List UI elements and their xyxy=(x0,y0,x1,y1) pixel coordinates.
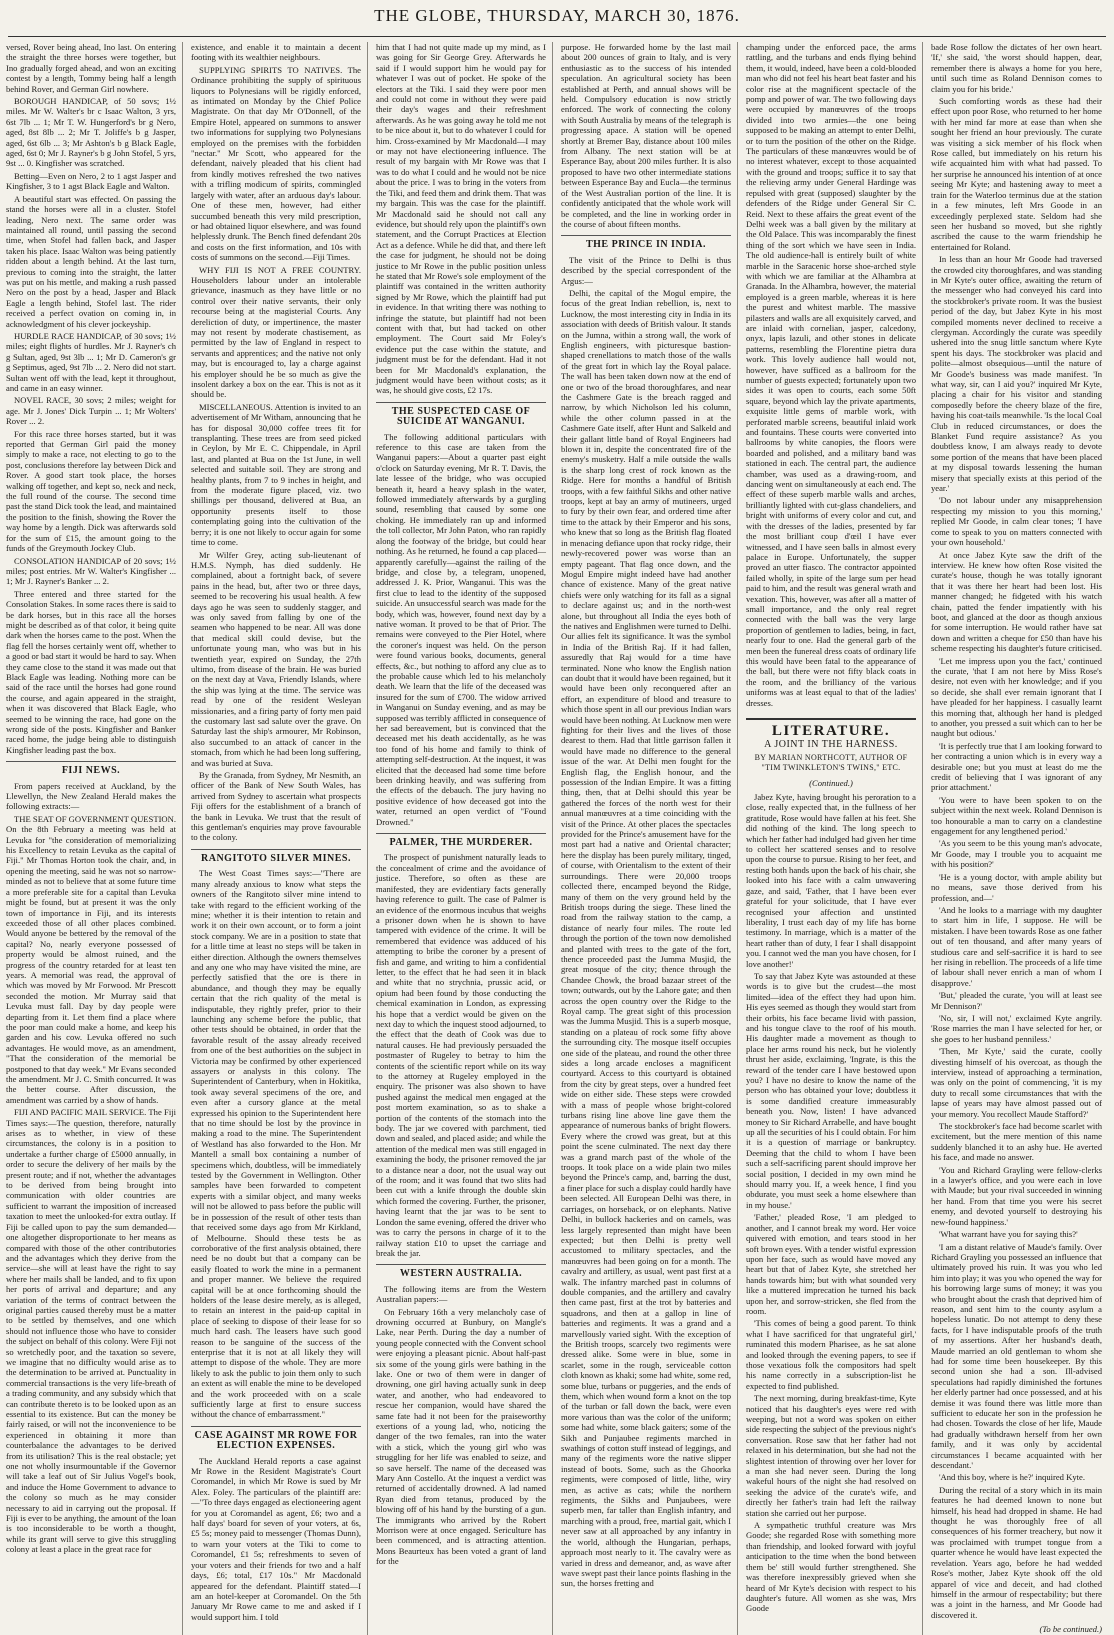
section-heading: CASE AGAINST MR ROWE FOR ELECTION EXPENSES. xyxy=(191,1426,361,1452)
column-1 xyxy=(6,42,183,1635)
column-5 xyxy=(746,42,923,1635)
paragraph: Delhi, the capital of the Mogul empire, the focus of the great Indian rebellion, is, next to Lucknow, the most interesting city in India in its association with deeds of British valour. It stands on the Jumna, within a strong wall, the work of English engineers, with picturesque bastion-shaped crenellations to match those of the walls of the great fort in which lay the Royal palace. The wall has been taken down now at the end of one or two of the broad thoroughfares, and near the Cashmere Gate is the breach ragged and narrow, by which Nicholson led his column, while the other column passed in at the Cashmere Gate itself, after Hunt and Salkeld and their gallant little band of Royal Engineers had blown it in, despite the concentrated fire of the enemy's musketry. Half a mile outside the walls is the sharp long crest of rock known as the Ridge. Here for months a handful of British troops, with a few faithful Sikhs and other native troops, kept at bay an army of mutineers, urged to fury by their own fear, and ordered time after time to the attack by their Emperor and his sons, who knew that so long as the British flag floated in menacing defiance upon that rocky ridge, their newly-recovered power was worse than an empty pageant. That flag once down, and the Mogul Empire might indeed have had another chance of existence. Many of the great native chiefs were only watching for its fall as a signal to declare against us; and in the north-west alone, but throughout all India the eyes both of the natives and Englishmen were turned to Delhi. Our allies felt its significance. It was the symbol in India of the British Raj. If it had fallen, assuredly that Raj would for a time have terminated. None who know the English nation can doubt that it would have been regained, but it would have been only reconquered after an effort, an expenditure of blood and treasure to which those spent in all our previous Indian wars would have been nothing. At Lucknow men were fighting for their lives and the lives of those dearest to them. Had that little garrison fallen it would have made no difference to the general issue of the war. At Delhi men fought for the English flag, the English honour, and the possession of the Indian Empire. It was a fitting thing, then, that at Delhi should this year be gathered the forces of the north west for their annual manœuvres at a time coinciding with the visit of the Prince. At other places the spectacles provided for the Prince's amusement have for the most part had a native and Oriental character; here the display has been purely military, tinged, of course, with Orientalism to the extent of their surroundings. There were 20,000 troops collected there, encamped beyond the Ridge, many of them on the very ground held by the British troops during the siege. These lined the road from the railway station to the camp, a distance of nearly four miles. The route led through the portion of the town now demolished and planted with trees to the gate of the fort, thence proceeded past the Jumma Musjid, the great mosque of the city; thence through the Chandee Chowk, the broad bazaar street of the town; outwards, out by the Lahore gate; and then across the open country over the Ridge to the Royal camp. The great sight of this procession was the Jumma Musjid. This is a superb mosque, standing on a plateau of rock some fifty above the surrounding city. The mosque itself occupies one side of the plateau, and round the other three sides a long arcade encloses a magnificent courtyard. Access to this courtyard is obtained from the city by great steps, over a hundred feet wide on either side. These steps were crowded with a mass of people whose bright-colored turbans rising line above line gave them the appearance of numerous banks of bright flowers. Every where the crowd was great, but at this point the scene culminated. The next day there was a grand march past of the whole of the troops. It took place on a wide plain two miles beyond the Prince's camp, and, barring the dust, a finer place for such a display could hardly have been selected. All European Delhi was there, in carriages, on horseback, or on elephants. Native Delhi, in bullock hackeries and on camels, was less largely represented than might have been expected; but then Delhi is pretty well accustomed to military spectacles, and the manœuvres had been going on for a month. The cavalry and artillery, as usual, went past first at a walk. The infantry marched past in columns of double companies, and the artillery and cavalry then came past, first at the trot by batteries and squadrons, and then at a gallop in line of batteries and regiments. It was a grand and a marvellously varied sight. With the exception of the British troops, scarcely two regiments were dressed alike. Some were in blue, some in scarlet, some in the rough, serviceable cotton cloth known as khaki; some had white, some red, some blue, turbans or puggeries, and the ends of them, which when wound form a knot on the top of the turban or fall down the back, were even more various than was the color of the uniform; some had white, some black gaiters; some of the Sikh and Punjaubee regiments marched in swathings of cotton stuff instead of leggings, and many of the regiments wore the native slipper instead of boots. Some, such as the Ghoorka regiments, were composed of little, lithe, wiry men, as active as cats; while the northern regiments, the Sikhs and Punjaubees, were superb men, far taller than English infantry, and marching with a proud, free, martial gait, which I never saw at all approached by any infantry in the world, although the Hungarian, perhaps, approach most nearly to it. The cavalry were as varied in dress and demeanor, and, as wave after wave swept past their lance points flashing in the sun, the horses fretting and xyxy=(561,287,731,1589)
paragraph: During the recital of a story which in its main features he had deemed known to none but himself, his head had dropped in shame. He had thought he was thoroughly free of all consequences of his former treachery, but now it was proclaimed with trumpet tongue from a quarter whence he would have least expected the revelation. Years ago, before he had wedded Rose's mother, Jabez Kyte shook off the old apparel of vice and deceit, and had clothed himself in the armour of respectability; but there was a joint in the harness, and Mr Goode had discovered it. xyxy=(931,1484,1102,1620)
paragraph: 'And he looks to a marriage with my daughter to start him in life, I suppose. He will be mistaken. I have been towards Rose as one father out of ten thousand, and after many years of studious care and self-sacrifice it is hard to see her rising in rebellion. The proceeds of a life time of labour shall never enrich a man of whom I disapprove.' xyxy=(931,904,1102,988)
paragraph: From papers received at Auckland, by the Llewellyn, the New Zealand Herald makes the following extracts:— xyxy=(6,780,176,812)
paragraph: Jabez Kyte, having brought his peroration to a close, really expected that, in the fullness of her gratitude, Rose would have fallen at his feet. She did nothing of the kind. The long speech to which her father had indulged had given her time to collect her scattered senses and to resolve upon the course to pursue. Rising to her feet, and resting both hands upon the back of his chair, she looked into his face with a calm unwavering gaze, and said, 'Father, that I have been ever grateful for your solicitude, that I have ever recognised your affection and unstinted liberality, I trust each day of my life has borne testimony. In marriage, which is a matter of the heart rather than of duty, I fear I shall disappoint you. I cannot wed the man you have chosen, for I love another!' xyxy=(746,792,916,969)
paragraph: CONSOLATION HANDICAP of 20 sovs; 1½ miles; post entries. Mr W. Walter's Kingfisher ... 1; Mr J. Rayner's Banker ... 2. xyxy=(6,555,176,587)
paragraph: A sympathetic truthful creature was Mrs Goode; she regarded Rose with something more than friendship, and looked forward with joyful anticipation to the time when the bond between them be' still would further strengthened. She was therefore inexpressibly grieved when she heard of Mr Kyte's decision with respect to his daughter's future. All women as she was, Mrs Goode xyxy=(746,1520,916,1614)
paragraph: FIJI AND PACIFIC MAIL SERVICE. The Fiji Times says:—The question, therefore, naturally arises as to whether, in view of these circumstances, the colony is in a position to undertake a further charge of £5000 annually, in order to secure the delivery of her mails by the present route; and if not, whether the advantages to be derived from being brought into communication with older countries are sufficient to warrant the imposition of increased taxation to meet the unlooked-for extra outlay. If Fiji be called upon to pay the sum demanded—one altogether disproportionate to her means as compared with those of the other contributories and the advantages which they derive from the service—she will at least have the right to say where her mails shall be landed, and to fix upon her ports of arrival and departure; and any variation of the terms of contract between the original parties caused thereby must be a matter to be settled by themselves, and one which should not influence those who have to consider the subject on behalf of this colony. Were Fiji not so wretchedly poor, and the taxation so severe, we imagine that no difficulty would arise as to the determination to be arrived at. Punctuality in commercial transactions is the very life-breath of a trading community, and any subsidy which that can contribute thereto is to be looked upon as an essential to its existence. But can the money be fairly raised, or will not the inconvenience to be experienced in obtaining it more than counterbalance the advantages to be derived from its utilisation? This is the real obstacle; yet one not wholly insurmountable if the Governor will take a leaf out of Sir Julius Vogel's book, and induce the Home Government to advance to the colony so much as he may consider necessary to aid in carrying out the proposal. If Fiji is ever to be anything, the amount of the loan is too inconsiderable to be worth a thought, while its grant will serve to give this struggling colony at least a place in the great race for xyxy=(6,1107,176,1555)
masthead: THE GLOBE, THURSDAY, MARCH 30, 1876. xyxy=(374,6,740,25)
column-3 xyxy=(376,42,553,1635)
paragraph: 'What warrant have you for saying this?' xyxy=(939,1229,1078,1240)
paragraph: existence, and enable it to maintain a decent footing with its wealthier neighbours. xyxy=(191,42,361,63)
paragraph: THE SEAT OF GOVERNMENT QUESTION. On the 8th February a meeting was held at Levuka for "the consideration of memorializing his Excellency to retain Levuka as the capital of Fiji." Mr Thomas Horton took the chair, and, in opening the meeting, said he was not so narrow-minded as not to believe that at some future time a more preferable site for a capital than Levuka might be found, but at present it was the only town of importance in Fiji, and its interests exceeded those of all other places combined. Would anyone be bettered by the removal of the capital? No, nearly everyone possessed of property would be almost ruined, and the progress of the country retarded for at least ten years. A memorial was read, the approval of which was moved by Mr Forwood. Mr Prescott seconded the motion. Mr Murray said that Levuka must fall. Day by day people were departing from it. Let them find a place where the poor man could make a home, and keep his garden and his cow. Levuka offered no such advantages. He would move, as an amendment, "That the consideration of the memorial be postponed to that day week." Mr Evans seconded the amendment. Mr J. C. Smith concurred. It was the better course. After discussion, the amendment was carried by a show of hands. xyxy=(6,813,176,1105)
paragraph: MISCELLANEOUS. Attention is invited to an advertisement of Mr Witham, announcing that he has for disposal 30,000 coffee trees fit for transplanting. These trees are from seed picked in Ceylon, by Mr E. C. Chippendale, in April last, and planted at Bua on the 1st June, in well selected and suitable soil. They are strong and healthy plants, from 7 to 9 inches in height, and from the moderate figure placed, viz. two shillings per thousand, delivered at Bua, an opportunity presents itself to those contemplating going into the cultivation of the berry; it is one not likely to occur again for some time to come. xyxy=(191,401,361,548)
paragraph: Three entered and three started for the Consolation Stakes. In some races there is said to be dark horses, but in this race all the horses might be described as of that color, it being quite dark when the horses came to the post. When the flag fell the horses certainly went off, whether to a good or bad start it would be hard to say. When they came close to the stand it was made out that Black Eagle was leading. Nothing more can be said of the race until the horses had gone round the course, and again appeared in the straight, when it was discovered that Black Eagle, who seemed to be winning the race, had gone on the wrong side of the posts. Kingfisher and Banker raced home, the judge being able to distinguish Kingfisher leading past the box. xyxy=(6,588,176,755)
paragraph: 'Then, Mr Kyte,' said the curate, coolly divesting himself of his overcoat, as though the interview, instead of approaching a termination, was only on the point of commencing, 'it is my duty to recall some circumstances that with the lapse of years may have almost passed out of your memory. You recollect Maude Stafford?' xyxy=(931,1046,1102,1119)
section-heading: PALMER, THE MURDERER. xyxy=(376,833,546,848)
section-heading: WESTERN AUSTRALIA. xyxy=(376,1264,546,1279)
paragraph: A beautiful start was effected. On passing the stand the horses were all in a cluster. Stofel leading, Nero next. The same order was maintained all round, until passing the second time, when Stofel had fallen back, and Jasper taken his place. Isaac Walton was being patiently ridden about a length behind. At the last turn, previous to coming into the straight, the latter was put on his mettle, and making a rush passed Nero on the post by a head, Jasper and Black Eagle a length behind, Stofel last. The rider received a perfect ovation on coming in, in acknowledgment of his clever jockeyship. xyxy=(6,193,176,329)
section-heading-literature: LITERATURE. xyxy=(746,718,916,736)
paragraph: The prospect of punishment naturally leads to the concealment of crime and the avoidance of justice. Therefore, so often as these are manifested, they are evidentiary facts generally having reference to guilt. The case of Palmer is an evidence of the enormous incubus that weighs a prisoner down when he is shown to have tampered with evidence of the crime. It will be remembered that evidence was adduced of his attempting to bribe the coroner by a present of fish and game, and writing to him a confidential letter, to the effect that he had seen it in black and white that no strychnia, prussic acid, or opium had been found by those conducting the chemical examination in London, as expressing his hope that a verdict would be given on the next day to which the inquest stood adjourned, to the effect that the death of Cook was due to natural causes. He had previously persuaded the postmaster of Rugeley to betray to him the contents of the scientific report while on its way to the attorney at Rugeley employed in the enquiry. The prisoner was also shown to have pushed against the medical men engaged at the post mortem examination, so as to shake a portion of the contents of the stomach into the body. The jar we covered with parchment, tied down and sealed, and placed aside; and while the attention of the medical men was still engaged in examining the body, the prisoner removed the jar to a distance near a door, not the usual way out of the room; and it was found that two slits had been cut with a knife through the double skin which formed the covering. Further, the prisoner, having learnt that the jar was to be sent to London the same evening, offered the driver who was to carry the persons in charge of it to the railway station £10 to upset the carriage and break the jar. xyxy=(376,852,546,1258)
paragraph: Betting—Even on Nero, 2 to 1 agst Jasper and Kingfisher, 3 to 1 agst Black Eagle and Walton. xyxy=(6,170,176,192)
paragraph: champing under the enforced pace, the arms rattling, and the turbans and ends flying behind them, it would, indeed, have been a cold-blooded man who did not feel his heart beat faster and his color rise at the magnificent spectacle of the pomp and power of war. The two following days were occupied by manœuvres of the troops divided into two armies—the one being supposed to be making an attempt to enter Delhi, or to turn the position of the other on the Ridge. The particulars of these manœuvres would be of no interest whatever, except to those acquainted with the ground and troops; suffice it to say that the relieving army under General Hardinge was repulsed with great (supposed) slaughter by the defenders of the Ridge under General Sir C. Reid. Next to these affairs the great event of the Delhi week was a ball given by the military at the Old Palace. This was incomparably the finest thing of the sort which we have seen in India. The old audience-hall is entirely built of white marble in the Saracenic horse shoe-arched style with which we are familiar at the Alhambra at Granada. In the Alhambra, however, the material employed is a green marble, whereas it is here the purest and whitest marble. The massive pilasters and walls are all exquisitely carved, and are inlaid with cornelian, jasper, calcedony, onyx, lapis lazuli, and other stones in delicate patterns, resembling the Florentine pietra dura work. This lovely audience hall would not, however, have sufficed as a ballroom for the number of guests expected; fortunately upon two sides it was open to courts, each some 50ft square, beyond which lay the private apartments, exquisite little gems of marble work, with perforated marble screens, beautiful inlaid work and fountains. These courts were converted into ballrooms by white canopies, the floors were boarded and polished, and a military band was stationed in each. The central part, the audience chamber, was used as a drawing-room, and dancing went on simultaneously at each end. The effect of these superb marble walls and arches, brilliantly lighted with cut-glass chandeliers, and bright with uniforms of every color and cut, and with the dresses of the ladies, presented by far the most brilliant coup d'œil I have ever witnessed, and I have seen balls in almost every palace in Europe. Unfortunately, the supper proved an utter fiasco. The contractor appointed failed wholly, in spite of the large sum per head paid to him, and the result was general wrath and vexation. This, however, was after all a matter of small importance, and the only real regret connected with the ball was the very large proportion of gentlemen to ladies, being, in fact, nearly four to one. Had the general garb of the men been the funereal dress coats of ordinary life this would have been fatal to the appearance of the ball, but there were not fifty black coats in the room, and the brilliancy of the various uniforms was at least equal to that of the ladies' dresses. xyxy=(746,42,916,708)
paragraph: Mr Wilfer Grey, acting sub-lieutenant of H.M.S. Nymph, has died suddenly. He complained, about a fortnight back, of severe pains in the head, but, after two or three days, seemed to be recovering his usual health. A few days ago he was seen to suddenly stagger, and was only saved from falling by one of the seamen who happened to be near. All was done that medical skill could devise, but the unfortunate young man, who was but in his twentieth year, expired on Sunday, the 27th ultimo, from disease of the brain. He was buried on the next day at Vava, Friendly Islands, where the ship was lying at the time. The service was read by one of the resident Wesleyan missionaries, and a firing party of forty men paid the customary last sad salute over the grave. On Saturday last the ship's armourer, Mr Robinson, also succumbed to an attack of cancer in the stomach, from which he had been long suffering, and was buried at Suva. xyxy=(191,549,361,768)
paragraph: The following additional particulars with reference to this case are taken from the Wanganui papers:—About a quarter past eight o'clock on Saturday evening, Mr R. T. Davis, the late lessee of the bridge, who was occupied beneath it, heard a heavy splash in the water, followed immediately afterwards by a gurgling sound, resembling that caused by some one choking. He immediately ran up and informed the toll collector, Mr John Paton, who ran rapidly along the footway of the bridge, but could hear nothing. As he returned, he found a cap placed—apparently carefully—against the railing of the bridge, and close by, a telegram, unopened, addressed J. K. Prior, Wanganui. This was the first clue to lead to the identity of the supposed suicide. An unsuccessful search was made for the body, which was, however, found next day by a native woman. It proved to be that of Prior. The remains were conveyed to the Pier Hotel, where the coroner's inquest was held. On the person were found various books, documents, general effects, &c., but nothing to afford any clue as to the probable cause which led to his melancholy death. We learn that the life of the deceased was insured for the sum of £700. The widow arrived in Wanganui on Sunday evening, and as may be supposed was terribly afflicted in consequence of her sad bereavement, but is convinced that the deceased met his death accidentally, as he was too fond of his home and family to think of attempting self-destruction. At the inquest, it was elicited that the deceased had some time before been drinking heavily, and was suffering from the effects of the debauch. The jury having no positive evidence of how deceased got into the water, returned an open verdict of "Found Drowned." xyxy=(376,431,546,827)
paragraph: At once Jabez Kyte saw the drift of the interview. He knew how often Rose visited the curate's house, though he was totally ignorant that it was there her heart had been lost. His manner changed; he fidgeted with his watch chain, patted the fender impatiently with his boot, and glanced at the door as though anxious for some interruption. He would rather have sat down and written a cheque for £50 than have his scheme respecting his daughter's future criticised. xyxy=(931,549,1102,654)
to-be-continued: (To be continued.) xyxy=(1039,1624,1102,1635)
paragraph: For this race three horses started, but it was reported that German Girl paid the money simply to make a race, not electing to go to the post, conclusions therefore lay between Dick and Rover. A good start took place, the horses walking off together, and kept so, neck and neck, the full round of the course. The second time past the stand Dick took the lead, and maintained the position to the finish, showing the Rover the way home by a length. Dick was afterwards sold for the sum of £15, the amount going to the funds of the Greymouth Jockey Club. xyxy=(6,428,176,554)
paragraph: The stockbroker's face had become scarlet with excitement, but the mere mention of this name suddenly blanched it to an ashy hue. He averted his face, and made no answer. xyxy=(931,1121,1102,1163)
section-heading: THE PRINCE IN INDIA. xyxy=(561,235,731,250)
column-4 xyxy=(561,42,738,1635)
paragraph: The West Coast Times says:—"There are many already anxious to know what steps the owners of the Rangitoto silver mine intend to take with regard to the efficient working of the mine; whether it is their intention to retain and work it on their own account, or to form a joint stock company. We are in a position to state that for a little time at least no steps will be taken in either direction. Although the owners themselves and any one who may have visited the mine, are perfectly satisfied that the ore is there in abundance, and though they may be equally certain that the rich quality of the metal is indisputable, they rightly prefer, prior to their launching any scheme before the public, that other tests should be obtained, in order that the favorable result of the assay already received from one of the best authorities on the subject in Victoria may be confirmed by other experienced assayers or analysts in this colony. The Superintendent of Canterbury, when in Hokitika, took away several specimens of the ore, and even after a cursory glance at the metal expressed his opinion to the Superintendent here that no time should be lost by the province in making a road to the mine. The Superintendent of Westland has also forwarded to the Hon. Mr Mantell a small box containing a number of specimens which, doubtless, will be immediately tested by the Government in Wellington. Other samples have been forwarded to competent experts with a similar object, and many weeks will not be allowed to pass before the public will be in possession of the result of other tests than that received some days ago from Mr Kirkland, of Melbourne. Should these tests be as corroborative of the first analysis obtained, there need be no doubt but that a company can be easily floated to work the mine in a permanent and proper manner. We believe the required capital will be at once forthcoming should the holders of the lease desire merely, as is alleged, to retain an interest in the paid-up capital in place of seeking to dispose of their lease for so much hard cash. The leasers have such good reason to be sanguine of the success of the enterprise that it is not at all likely they will attempt to dispose of the whole. They are more likely to ask the public to join them only to such an extent as will enable the mine to be developed and the work proceeded with on a scale sufficiently large at first to ensure success without the chance of embarrassment." xyxy=(191,868,361,1420)
paragraph: The following items are from the Western Australian papers:— xyxy=(376,1283,546,1305)
paragraph: versed, Rover being ahead, Ino last. On entering the straight the three horses were together, but Ino gradually forged ahead, and won an exciting contest by a length, Tommy being half a length behind Rover, and German Girl nowhere. xyxy=(6,42,176,94)
story-title: A JOINT IN THE HARNESS. xyxy=(764,739,898,751)
paragraph: BOROUGH HANDICAP, of 50 sovs; 1½ miles. Mr W. Walter's br c Isaac Walton, 3 yrs, 6st 7lb ... 1; Mr T. W. Hungerford's br g Nero, aged, 8st 8lb ... 2; Mr T. Joliffe's b g Jasper, aged, 6st 6lb ... 3; Mr Ashton's b g Black Eagle, aged, 6st 0; Mr J. Rayner's b g John Stofel, 5 yrs, 9st ... 0. Kingfisher was scratched. xyxy=(6,96,176,169)
paragraph: 'It is perfectly true that I am looking forward to her contracting a union which is in every way a desirable one; but you must at least do me the credit of believing that I was ignorant of any prior attachment.' xyxy=(931,740,1102,793)
paragraph: 'I am a distant relative of Maude's family. Over Richard Grayling you possessed an influence that ultimately proved his ruin. It was you who led him into play; it was you who opened the way for his borrowing large sums of money; it was you who brought about the crash that deprived him of reason, and sent him to the county asylum a hopeless lunatic. Do not attempt to deny these facts, for I have indisputable proofs of the truth of my assertions. After her husband's death, Maude married an old gentleman to whom she had for some time been housekeeper. By this second union she had a son. Ill-advised speculations had rapidly diminished the fortunes her elderly partner had once possessed, and at his demise it was found there was little more than sufficient to educate her son in the profession he had chosen. Towards the close of her life, Maude had gradually withdrawn herself from her own family, and it was only by accidental circumstances I became acquainted with her descendant.' xyxy=(931,1241,1102,1471)
paragraph: The Auckland Herald reports a case against Mr Rowe in the Resident Magistrate's Court Coromandel, in which Mr Rowe is sued by Mr Alex. Foley. The particulars of the plaintiff are:—"To three days engaged as electioneering agent for you at Coromandel as agent, £6; two and a half days' board for seven of your voters, at 6s, £5 5s; money paid to messenger (Thomas Dunn), to warn your voters at the Tiki to come to Coromandel, £1 5s; refreshments to seven of your voters and their friends for two and a half days, £6; total, £17 10s." Mr Macdonald appeared for the defendant. Plaintiff stated—I am an hotel-keeper at Coromandel. On the 5th January Mr Rowe came to me and asked if I would support him. I told xyxy=(191,1455,361,1622)
story-byline: BY MARIAN NORTHCOTT, AUTHOR OF "TIM TWINKLETON'S TWINS," ETC. xyxy=(754,752,908,773)
paragraph: 'Father,' pleaded Rose, 'I am pledged to another, and I cannot break my word. Her voice quivered with emotion, and tears stood in her soft brown eyes. With a tender wistful expression upon her face, such as would have moved any heart but that of Jabez Kyte, she stretched her hands towards him; but with what sounded very like a muttered imprecation he turned his back upon her, and sorrow-stricken, she fled from the room. xyxy=(746,1212,916,1316)
paragraph: 'You and Richard Grayling were fellow-clerks in a lawyer's office, and you were each in love with Maude; but your rival succeeded in winning her hand. From that time you were his secret enemy, and devoted yourself to destroying his new-found happiness.' xyxy=(931,1164,1102,1227)
section-heading: FIJI NEWS. xyxy=(6,761,176,776)
paragraph: By the Granada, from Sydney, Mr Nesmith, an officer of the Bank of New South Wales, has arrived from Sydney to ascertain what prospects Fiji offers for the establishment of a branch of the bank in Levuka. We trust that the result of this gentleman's enquiries may prove favourable to the colony. xyxy=(191,770,361,843)
paragraph: WHY FIJI IS NOT A FREE COUNTRY. Householders labour under an intolerable grievance, inasmuch as they have little or no control over their native servants, their only recourse being at the magisterial Courts. Any dereliction of duty, or impertinence, the master may not resent by moderate chastisement, as permitted by the law of England in respect to servants and apprentices; and the native not only may, but is encouraged to, lay a charge against his employer should he be so much as give the insolent darkey a box on the ear. This is not as it should be. xyxy=(191,264,361,400)
paragraph: 'This comes of being a good parent. To think what I have sacrificed for that ungrateful girl,' ruminated this modern Pharisee, as he sat alone and looked through the evening papers, to see if those vexatious folk the compositors had spelt his name correctly in a subscription-list he expected to find published. xyxy=(746,1318,916,1391)
paragraph: 'As you seem to be this young man's advocate, Mr Goode, may I trouble you to acquaint me with his position?' xyxy=(931,838,1102,870)
page-columns xyxy=(6,42,1108,1635)
continued-label: (Continued.) xyxy=(809,777,853,788)
paragraph: The visit of the Prince to Delhi is thus described by the special correspondent of the Argus:— xyxy=(561,254,731,286)
paragraph: him that I had not quite made up my mind, as I was going for Sir George Grey. Afterwards he said if I would support him he would pay for whatever I was out of pocket. He spoke of the electors at the Tiki. I said they were poor men and could not come in without they were paid their day's wages and their refreshment afterwards. As he was going away he told me not to be nice about it, but to do whatever I could for him. Cross-examined by Mr Macdonald—I may or may not have electioneering influence. The result of my bargain with Mr Rowe was that I was to do what I could and he would not be nice about the price. I was to bring in the voters from the Tiki, and feed them and drink them. That was my bargain. This was the case for the plaintiff. Mr Macdonald said he should not call any evidence, but should rely upon the plaintiff's own statement, and the Corrupt Practices at Election Act as a defence. While he did that, and there left the case for judgment, he should not be doing justice to Mr Rowe in the public position unless he stated that Mr Rowe's sole employment of the plaintiff was contained in the written authority signed by Mr Rowe, which the plaintiff had put in evidence. In that writing there was nothing to infringe the statute, but plaintiff had not been content with that, but had tacked on other employment. The Court said Mr Foley's evidence put the case within the statute, and judgment must be for the defendant. Had it not been for Mr Macdonald's explanation, the judgment would have been without costs; as it was, he should give costs, £2 17s. xyxy=(376,42,546,396)
paragraph: HURDLE RACE HANDICAP, of 30 sovs; 1½ miles; eight flights of hurdles. Mr J. Rayner's ch g Sultan, aged, 9st 3lb ... 1; Mr D. Cameron's gr g Septimus, aged, 9st 7lb ... 2. Nero did not start. Sultan went off with the lead, kept it throughout, and came in an easy winner. xyxy=(6,330,176,393)
paragraph: purpose. He forwarded home by the last mail about 200 ounces of grain to Italy, and is very enthusiastic as to the success of his intended speculation. An agricultural society has been established at Perth, and annual shows will be held. Compulsory education is now strictly enforced. The work of connecting the colony with South Australia by means of the telegraph is progressing apace. A station will be opened shortly at Bremer Bay, distance about 100 miles from Albany. The next station will be at Esperance Bay, about 200 miles further. It is also proposed to have two other intermediate stations between Esperance Bay and Eucla—the terminus of the West Australian portion of the line. It is confidently anticipated that the whole work will be completed, and the line in working order in the course of about fifteen months. xyxy=(561,42,731,229)
column-6 xyxy=(931,42,1108,1635)
paragraph: 'He is a young doctor, with ample ability but no means, save those derived from his profession, and—' xyxy=(931,871,1102,903)
paragraph: bade Rose follow the dictates of her own heart. 'If,' she said, 'the worst should happen, dear, remember there is always a home for you here, until such time as Roland Dennison comes to claim you for his bride.' xyxy=(931,42,1102,94)
paragraph: 'No, sir, I will not,' exclaimed Kyte angrily. 'Rose marries the man I have selected for her, or she goes to her husband penniless.' xyxy=(931,1012,1102,1044)
paragraph: SUPPLYING SPIRITS TO NATIVES. The Ordinance prohibiting the supply of spirituous liquors to Polynesians will be rigidly enforced, as intimated on Monday by the Chief Police Magistrate. On that day Mr O'Donnell, of the Empire Hotel, appeared on summons to answer two informations for supplying two Polynesians employed on the premises with the forbidden "nectar." Mr Scott, who appeared for the defendant, naively pleaded that his client had from kindly motives refreshed the two natives with a trifling modicum of spirits, commingled largely with water, after an arduous day's labour. One of these men, however, had either succumbed beneath this very mild prescription, or had obtained liquor elsewhere, and was found helplessly drunk. The Bench fined defendant 20s and costs on the first information, and 10s with costs of summons on the second.—Fiji Times. xyxy=(191,64,361,263)
paragraph: 'You were to have been spoken to on the subject within the next week. Roland Dennison is too honourable a man to carry on a clandestine engagement for any lengthened period.' xyxy=(931,794,1102,837)
paragraph: 'But,' pleaded the curate, 'you will at least see Mr Dennison?' xyxy=(931,990,1102,1011)
paragraph: In less than an hour Mr Goode had traversed the crowded city thoroughfares, and was standing in Mr Kyte's outer office, awaiting the return of the messenger who had conveyed his card into the stockbroker's private room. It was the busiest period of the day, but Jabez Kyte in his most compiled moments never declined to receive a clergyman. Accordingly the curate was speedily ushered into the snug little sanctum where Kyte spent his days. The stockbroker was placid and polite—almost obsequious—until the nature of Mr Goode's business was made manifest. 'In what way, sir, can I aid you?' inquired Mr Kyte, placing a chair for his visitor and standing composedly before the cheery blaze of the fire, having his coat-tails meanwhile. 'Is the local Coal Club in reduced circumstances, or does the Blanket Fund require assistance? As you doubtless know, I am always ready to devote some portion of the means that have been placed at my disposal towards lessening the human misery that specially exists at this period of the year.' xyxy=(931,254,1102,494)
paragraph: NOVEL RACE, 30 sovs; 2 miles; weight for age. Mr J. Jones' Dick Turpin ... 1; Mr Wolters' Rover ... 2. xyxy=(6,395,176,427)
paragraph: Such comforting words as these had their effect upon poor Rose, who returned to her home with her mind far more at ease than when she sought her friend an hour previously. The curate was visiting a sick member of his flock when Rose called, but immediately on his return his wife acquainted him with what had passed. To her surprise he announced his intention of at once seeing Mr Kyte; and hastening away to meet a train for the Waterloo terminus due at the station in a few minutes, left Mrs Goode in an exceedingly perplexed state. Seldom had she seen her husband so moved, but she rightly ascribed the cause to the warm friendship he entertained for Roland. xyxy=(931,96,1102,252)
column-2 xyxy=(191,42,368,1635)
paragraph: On February 16th a very melancholy case of drowning occurred at Bunbury, on Mangle's Lake, near Perth. During the day a number of young people connected with the Convent school were enjoying a pleasant picnic. About half-past six some of the young girls were bathing in the lake. One or two of them were in danger of drowning, one girl having actually sunk in deep water, and another, who had endeavored to rescue her companion, would have shared the same fate had it not been for the praiseworthy exertions of a young lad, who, noticing the danger of the two females, ran into the water with a stick, which the young girl who was struggling for her life was enabled to seize, and so save herself. The name of the deceased was Mary Ann Costello. At the inquest a verdict was returned of accidentally drowned. A lad named Ryan died from tetanus, produced by the blowing off of his hand by the bursting of a gun. The immigrants who arrived by the Robert Morrison were at once engaged. Sericulture has been commenced, and is attracting attention. Mons Beaurteux has been voted a grant of land for the xyxy=(376,1306,546,1567)
paragraph: The next morning, during breakfast-time, Kyte noticed that his daughter's eyes were red with weeping, but not a word was spoken on either side respecting the subject of the previous night's conversation. Rose saw that her father had not relaxed in his determination, but she had not the slightest intention of throwing over her lover for a man she had never seen. During the long wakeful hours of the night she had resolved on seeking the advice of the curate's wife, and directly her father's train had left the railway station she carried out her purpose. xyxy=(746,1393,916,1518)
paragraph: 'Let me impress upon you the fact,' continued the curate, 'that I am not here by Miss Rose's desire, not even with her knowledge; and if you so decide, she shall ever remain ignorant that I have pleaded for her happiness. I casually learnt this morning that, although her hand is pledged to another, you pressed a suit which can to her be naught but odious.' xyxy=(931,655,1102,739)
section-heading: THE SUSPECTED CASE OF SUICIDE AT WANGANUI. xyxy=(376,402,546,428)
section-heading: RANGITOTO SILVER MINES. xyxy=(191,849,361,864)
paragraph: 'And this boy, where is he?' inquired Kyte. xyxy=(939,1472,1085,1483)
paragraph: 'Do not labour under any misapprehension respecting my mission to you this morning,' replied Mr Goode, in calm clear tones; 'I have come to speak to you on matters connected with your own household.' xyxy=(931,495,1102,548)
masthead-rule xyxy=(8,36,1106,37)
paragraph: To say that Jabez Kyte was astounded at these words is to give but the crudest—the most limited—idea of the effect they had upon him. His eyes seemed as though they would start from their orbits, his face became livid with passion, and his tongue clave to the roof of his mouth. His daughter made a movement as though to place her arms round his neck, but he violently thrust her aside, exclaiming, 'Ingrate, is this the reward of the tender care I have bestowed upon you? I have no desire to know the name of the person who has obtained your love; doubtless it is some dandified creature immeasurably beneath you. Now, listen! I have advanced money to Sir Richard Arrabelle, and have bought up all the securities of his I could obtain. For him it is a question of marriage or bankruptcy. Deeming that the child to whom I have been such a self-sacrificing parent should improve her social position, I decided in my own mind he should marry you. If, a week hence, I find you obdurate, you must seek a home elsewhere than in my house.' xyxy=(746,970,916,1210)
